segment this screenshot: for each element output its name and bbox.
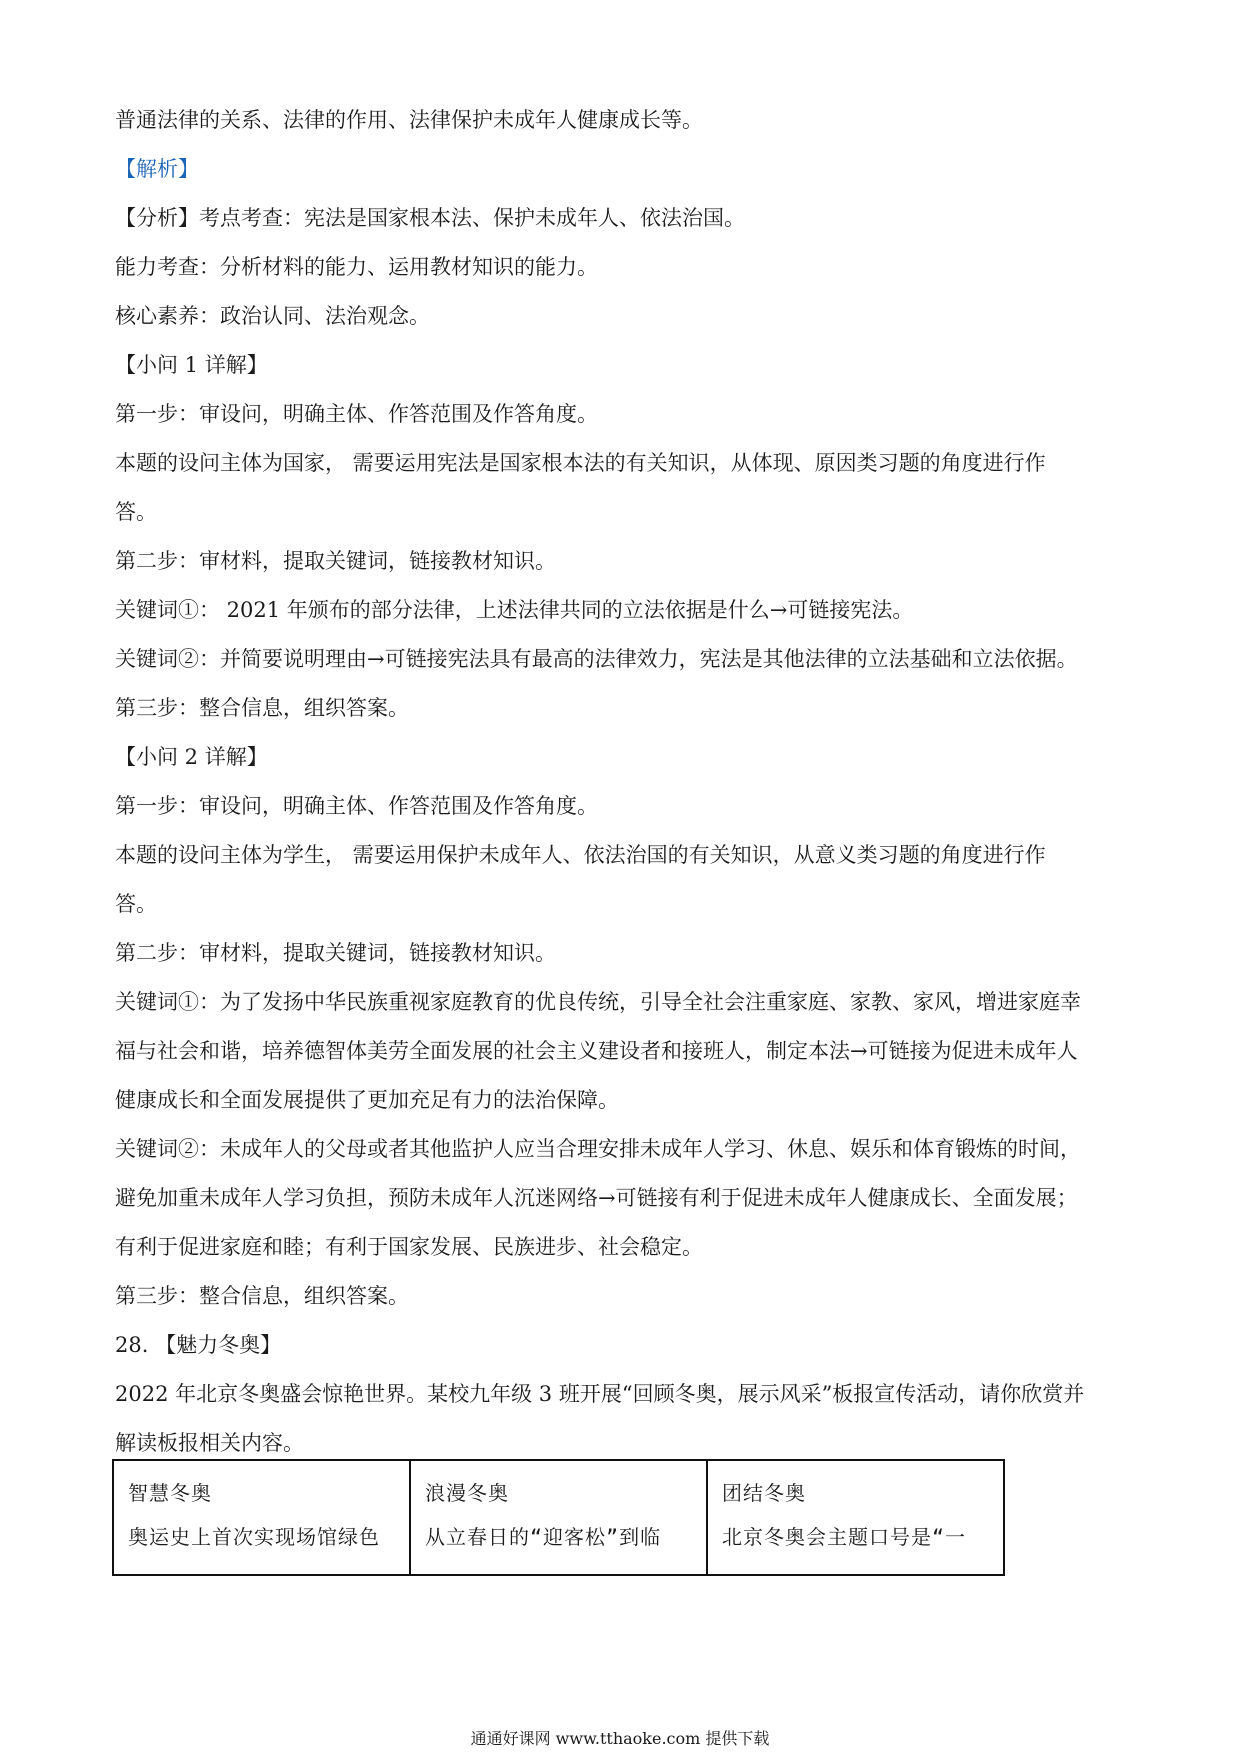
question-heading: 28. 【魅力冬奥】 [115,1333,282,1357]
text-line: 普通法律的关系、法律的作用、法律保护未成年人健康成长等。 [115,108,703,132]
board-table [112,1459,1005,1576]
board-cell-title: 智慧冬奥 [128,1481,212,1505]
board-cell-title: 浪漫冬奥 [425,1481,509,1505]
text-line: 健康成长和全面发展提供了更加充足有力的法治保障。 [115,1088,619,1112]
page-footer: 通通好课网 www.tthaoke.com 提供下载 [470,1729,770,1748]
section-heading: 【小问 1 详解】 [115,353,268,377]
text-line: 避免加重未成年人学习负担，预防未成年人沉迷网络→可链接有利于促进未成年人健康成长、全面发展； [115,1186,1078,1210]
text-line: 第一步：审设问，明确主体、作答范围及作答角度。 [115,402,598,426]
text-line: 2022 年北京冬奥盛会惊艳世界。某校九年级 3 班开展“回顾冬奥，展示风采”板报宣传活动，请你欣赏并 [115,1382,1085,1406]
text-line: 第三步：整合信息，组织答案。 [115,1284,409,1308]
text-line: 关键词②：并简要说明理由→可链接宪法具有最高的法律效力，宪法是其他法律的立法基础和立法依据。 [115,647,1078,671]
board-cell [410,1460,707,1575]
text-line: 关键词②：未成年人的父母或者其他监护人应当合理安排未成年人学习、休息、娱乐和体育锻炼的时间， [115,1137,1081,1161]
board-cell [707,1460,1004,1575]
table-row [113,1460,1004,1575]
board-cell-text: 从立春日的“迎客松”到临 [425,1525,662,1549]
text-line: 关键词①： 2021 年颁布的部分法律，上述法律共同的立法依据是什么→可链接宪法。 [115,598,914,622]
board-cell [113,1460,410,1575]
board-cell-text: 北京冬奥会主题口号是“一 [722,1525,967,1549]
board-cell-title: 团结冬奥 [722,1481,806,1505]
text-line: 解读板报相关内容。 [115,1431,304,1455]
text-line: 答。 [115,892,157,916]
text-line: 答。 [115,500,157,524]
document-body [115,96,1125,1468]
text-line: 本题的设问主体为国家， 需要运用宪法是国家根本法的有关知识，从体现、原因类习题的角度进行作 [115,451,1046,475]
text-line: 第三步：整合信息，组织答案。 [115,696,409,720]
analysis-heading: 【解析】 [115,157,199,181]
text-line: 第一步：审设问，明确主体、作答范围及作答角度。 [115,794,598,818]
text-line: 福与社会和谐，培养德智体美劳全面发展的社会主义建设者和接班人，制定本法→可链接为促进未成年人 [115,1039,1078,1063]
text-line: 能力考查：分析材料的能力、运用教材知识的能力。 [115,255,598,279]
text-line: 本题的设问主体为学生， 需要运用保护未成年人、依法治国的有关知识，从意义类习题的角度进行作 [115,843,1046,867]
text-line: 【分析】考点考查：宪法是国家根本法、保护未成年人、依法治国。 [115,206,745,230]
text-line: 关键词①：为了发扬中华民族重视家庭教育的优良传统，引导全社会注重家庭、家教、家风，增进家庭幸 [115,990,1081,1014]
text-line: 第二步：审材料，提取关键词，链接教材知识。 [115,549,556,573]
text-line: 有利于促进家庭和睦；有利于国家发展、民族进步、社会稳定。 [115,1235,703,1259]
text-line: 核心素养：政治认同、法治观念。 [115,304,430,328]
text-line: 第二步：审材料，提取关键词，链接教材知识。 [115,941,556,965]
section-heading: 【小问 2 详解】 [115,745,268,769]
board-cell-text: 奥运史上首次实现场馆绿色 [128,1525,380,1549]
